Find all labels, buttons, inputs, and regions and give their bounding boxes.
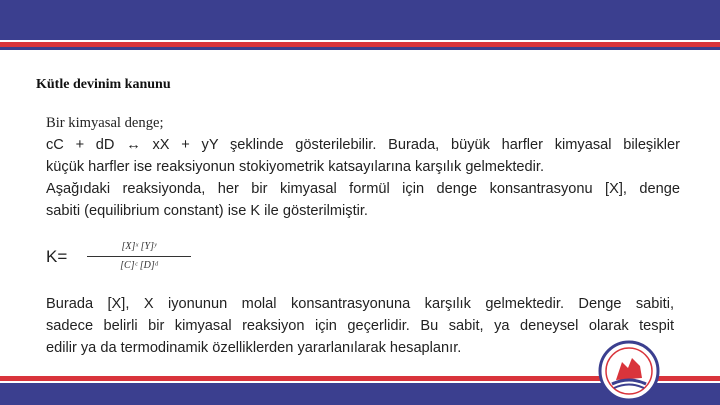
text-line: Burada [X], X iyonunun molal konsantrasyonuna karşılık gelmektedir. Denge sabiti, (46, 296, 674, 312)
text-line: sadece belirli bir kimyasal reaksiyon için geçerlidir. Bu sabit, ya deneysel olarak tespit (46, 318, 674, 334)
text-line: küçük harfler ise reaksiyonun stokiyometrik katsayılarına karşılık gelmektedir. (46, 159, 545, 175)
text-line: edilir ya da termodinamik özelliklerden yararlanılarak hesaplanır. (46, 340, 462, 356)
text-line: cC + dD ↔ xX + yY şeklinde gösterilebilir. Burada, büyük harfler kimyasal bileşikler (46, 137, 680, 153)
equation-fraction (79, 240, 199, 273)
university-seal-icon (598, 340, 660, 402)
equation-denominator: [C]ᶜ [D]ᵈ (120, 260, 158, 271)
text-line: Bir kimyasal denge; (46, 115, 164, 131)
text-line: sabiti (equilibrium constant) ise K ile gösterilmiştir. (46, 203, 368, 219)
header-band (0, 0, 720, 40)
equation-numerator: [X]ˣ [Y]ʸ (121, 241, 157, 252)
fraction-bar (87, 256, 191, 257)
paragraph-2 (46, 293, 674, 359)
header-blue-stripe (0, 47, 720, 50)
equation-lhs: K= (46, 247, 68, 266)
slide-title: Kütle devinim kanunu (36, 77, 171, 92)
text-line: Aşağıdaki reaksiyonda, her bir kimyasal formül için denge konsantrasyonu [X], denge (46, 181, 680, 197)
paragraph-1 (46, 112, 680, 222)
